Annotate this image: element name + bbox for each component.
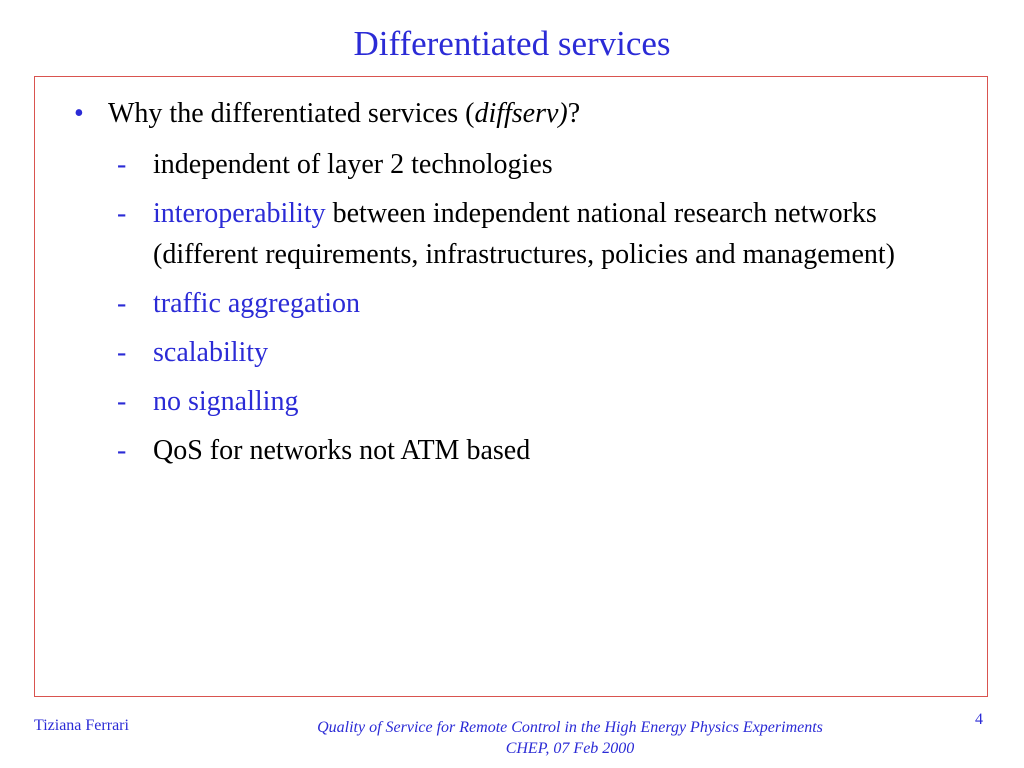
sub-bullet-item [117,193,947,275]
sub-bullet-body: QoS for networks not ATM based [153,435,531,466]
main-bullet-italic: diffserv) [474,98,568,129]
sub-bullet-text [153,193,947,275]
main-bullet [74,94,580,134]
sub-bullet-text [153,144,947,185]
slide-title: Differentiated services [353,24,671,63]
sub-bullet-text [153,332,947,373]
sub-bullet-item [117,144,947,185]
main-bullet-text-before: Why the differentiated services ( [108,98,475,129]
footer-author: Tiziana Ferrari [34,717,129,734]
sub-bullet-item [117,430,947,471]
sub-bullet-body: between independent national research networks (different requirements, infrastructures, policies and management) [153,198,895,270]
sub-bullet-body: independent of layer 2 technologies [153,149,553,180]
dash-icon: - [117,435,127,466]
sub-bullet-list [117,144,947,479]
footer-event: CHEP, 07 Feb 2000 [505,740,635,757]
sub-bullet-text [153,381,947,422]
dash-icon: - [117,149,127,180]
sub-bullet-highlight: interoperability [153,198,326,229]
sub-bullet-highlight: scalability [153,337,269,368]
sub-bullet-text [153,430,947,471]
dash-icon: - [117,386,127,417]
sub-bullet-item [117,283,947,324]
main-bullet-text [108,94,580,134]
sub-bullet-highlight: no signalling [153,386,299,417]
dash-icon: - [117,198,127,229]
sub-bullet-highlight: traffic aggregation [153,288,361,319]
sub-bullet-item [117,332,947,373]
main-bullet-text-after: ? [567,98,581,129]
sub-bullet-text [153,283,947,324]
dash-icon: - [117,288,127,319]
dash-icon: - [117,337,127,368]
footer-talk-title: Quality of Service for Remote Control in the High Energy Physics Experiments [317,719,823,736]
page-number: 4 [975,711,983,728]
sub-bullet-item [117,381,947,422]
bullet-dot-icon: • [74,98,84,129]
footer-talk [230,717,910,759]
